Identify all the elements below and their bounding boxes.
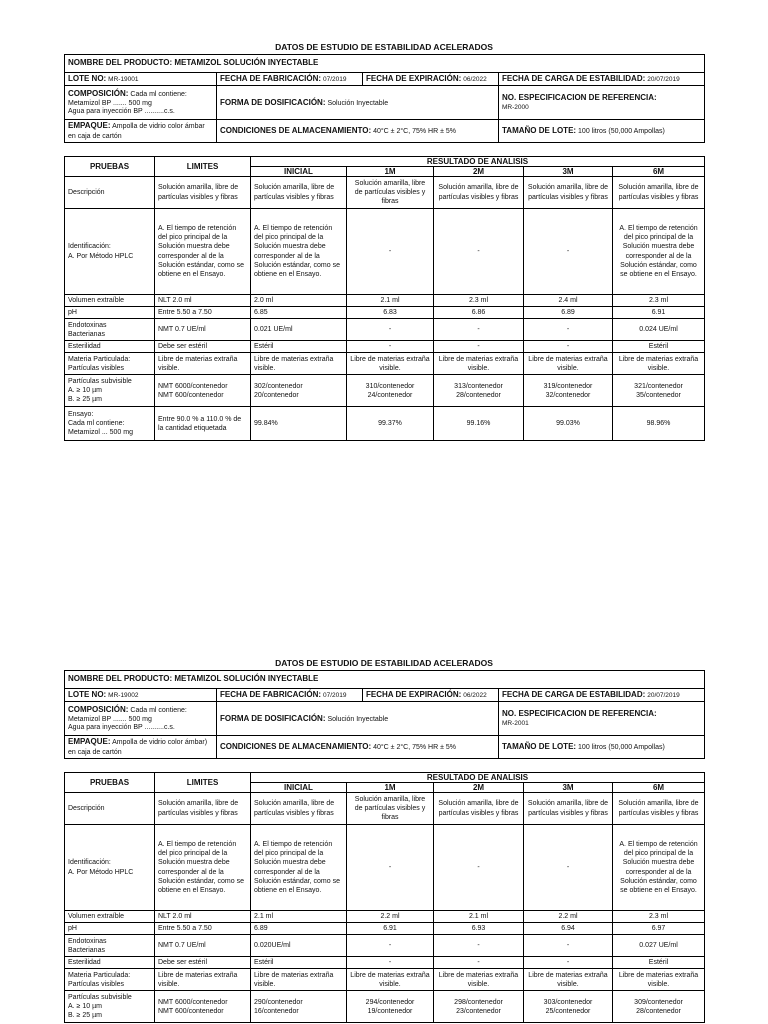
expiration-date-cell: FECHA DE EXPIRACIÓN: 06/2022 [363, 73, 499, 86]
table-row: Esterilidad Debe ser estéril Estéril - - - Estéril [65, 341, 705, 353]
col-inicial: INICIAL [251, 783, 347, 793]
table-row: Identificación: A. Por Método HPLC A. El tiempo de retención del pico principal de la Solución muestra debe corresponder al de la Solución estándar, como se obtiene en el Ensayo. A. El tiempo de retención del pico principal de la Solución muestra debe corresponder al de la Solución estándar, como se obtiene en el Ensayo. - - - A. El tiempo de retención del pico principal de la Solución muestra debe corresponder al de la Solución estándar, como se obtiene en el Ensayo. [65, 825, 705, 911]
composition-cell: COMPOSICIÓN: Cada ml contiene: Metamizol BP ....... 500 mg Agua para inyección BP ..........c.s. [65, 86, 217, 120]
col-6m: 6M [613, 783, 705, 793]
col-pruebas: PRUEBAS [65, 157, 155, 177]
col-6m: 6M [613, 167, 705, 177]
col-1m: 1M [347, 783, 434, 793]
table-row: Partículas subvisible A. ≥ 10 µm B. ≥ 25 µm NMT 6000/contenedor NMT 600/contenedor 302/contenedor 20/contenedor 310/contenedor 24/contenedor 313/contenedor 28/contenedor 319/contenedor 32/contenedor 321/contenedor 35/contenedor [65, 375, 705, 407]
table-row: Endotoxinas Bacterianas NMT 0.7 UE/ml 0.021 UE/ml - - - 0.024 UE/ml [65, 319, 705, 341]
dosage-form-cell: FORMA DE DOSIFICACIÓN: Solución Inyectable [217, 702, 499, 736]
stability-load-date-cell: FECHA DE CARGA DE ESTABILIDAD: 20/07/2019 [499, 689, 705, 702]
col-3m: 3M [524, 783, 613, 793]
table-row: Materia Particulada: Partículas visibles Libre de materias extraña visible. Libre de materias extraña visible. Libre de materias extraña visible. Libre de materias extraña visible. Libre de materias extraña visible. Libre de materias extraña visible. [65, 353, 705, 375]
col-inicial: INICIAL [251, 167, 347, 177]
product-info-table [64, 54, 705, 143]
table-row: Ensayo: Cada ml contiene: Metamizol ... 500 mg Entre 90.0 % a 110.0 % de la cantidad etiquetada 99.84% 99.37% 99.16% 99.03% 98.96% [65, 407, 705, 441]
lot-size-cell: TAMAÑO DE LOTE: 100 litros (50,000 Ampollas) [499, 120, 705, 142]
col-limites: LIMITES [155, 157, 251, 177]
reference-spec-cell: NO. ESPECIFICACION DE REFERENCIA: MR-2000 [499, 86, 705, 120]
table-row: Partículas subvisible A. ≥ 10 µm B. ≥ 25 µm NMT 6000/contenedor NMT 600/contenedor 290/contenedor 16/contenedor 294/contenedor 19/contenedor 298/contenedor 23/contenedor 303/contenedor 25/contenedor 309/contenedor 28/contenedor [65, 991, 705, 1023]
table-row: pH Entre 5.50 a 7.50 6.85 6.83 6.86 6.89 6.91 [65, 307, 705, 319]
table-row: Descripción Solución amarilla, libre de partículas visibles y fibras Solución amarilla, libre de partículas visibles y fibras Solución amarilla, libre de partículas visibles y fibras Solución amarilla, libre de partículas visibles y fibras Solución amarilla, libre de partículas visibles y fibras Solución amarilla, libre de partículas visibles y fibras [65, 793, 705, 825]
packaging-cell: EMPAQUE: Ampolla de vidrio color ámbar en caja de cartón [65, 120, 217, 142]
col-3m: 3M [524, 167, 613, 177]
composition-cell: COMPOSICIÓN: Cada ml contiene: Metamizol BP ....... 500 mg Agua para inyección BP ..........c.s. [65, 702, 217, 736]
table-row: Volumen extraíble NLT 2.0 ml 2.1 ml 2.2 ml 2.1 ml 2.2 ml 2.3 ml [65, 911, 705, 923]
table-row: Descripción Solución amarilla, libre de partículas visibles y fibras Solución amarilla, libre de partículas visibles y fibras Solución amarilla, libre de partículas visibles y fibras Solución amarilla, libre de partículas visibles y fibras Solución amarilla, libre de partículas visibles y fibras Solución amarilla, libre de partículas visibles y fibras [65, 177, 705, 209]
expiration-date-cell: FECHA DE EXPIRACIÓN: 06/2022 [363, 689, 499, 702]
packaging-cell: EMPAQUE: Ampolla de vidrio color ámbar) en caja de cartón [65, 736, 217, 758]
storage-conditions-cell: CONDICIONES DE ALMACENAMIENTO: 40°C ± 2°C, 75% HR ± 5% [217, 120, 499, 142]
table-row: Volumen extraíble NLT 2.0 ml 2.0 ml 2.1 ml 2.3 ml 2.4 ml 2.3 ml [65, 295, 705, 307]
col-resultado: RESULTADO DE ANALISIS [251, 773, 705, 783]
results-table-2 [64, 772, 705, 1023]
col-2m: 2M [434, 167, 524, 177]
lot-number: MR-19001 [108, 76, 139, 83]
lot-number-cell: LOTE NO: MR-19002 [65, 689, 217, 702]
document-title-2: DATOS DE ESTUDIO DE ESTABILIDAD ACELERADOS [275, 658, 493, 668]
fabrication-date-cell: FECHA DE FABRICACIÓN: 07/2019 [217, 73, 363, 86]
table-row: Identificación: A. Por Método HPLC A. El tiempo de retención del pico principal de la Solución muestra debe corresponder al de la Solución estándar, como se obtiene en el Ensayo. A. El tiempo de retención del pico principal de la Solución muestra debe corresponder al de la Solución estándar, como se obtiene en el Ensayo. - - - A. El tiempo de retención del pico principal de la Solución muestra debe corresponder al de la Solución estándar, como se obtiene en el Ensayo. [65, 209, 705, 295]
stability-load-date-cell: FECHA DE CARGA DE ESTABILIDAD: 20/07/2019 [499, 73, 705, 86]
lot-size-cell: TAMAÑO DE LOTE: 100 litros (50,000 Ampollas) [499, 736, 705, 758]
col-1m: 1M [347, 167, 434, 177]
dosage-form-cell: FORMA DE DOSIFICACIÓN: Solución Inyectable [217, 86, 499, 120]
table-row: Materia Particulada: Partículas visibles Libre de materias extraña visible. Libre de materias extraña visible. Libre de materias extraña visible. Libre de materias extraña visible. Libre de materias extraña visible. Libre de materias extraña visible. [65, 969, 705, 991]
fabrication-date-cell: FECHA DE FABRICACIÓN: 07/2019 [217, 689, 363, 702]
table-row: pH Entre 5.50 a 7.50 6.89 6.91 6.93 6.94 6.97 [65, 923, 705, 935]
table-row: Esterilidad Debe ser estéril Estéril - - - Estéril [65, 957, 705, 969]
results-table [64, 156, 705, 441]
product-name: NOMBRE DEL PRODUCTO: METAMIZOL SOLUCIÓN INYECTABLE [65, 55, 705, 73]
col-limites: LIMITES [155, 773, 251, 793]
document-title: DATOS DE ESTUDIO DE ESTABILIDAD ACELERADOS [275, 42, 493, 52]
storage-conditions-cell: CONDICIONES DE ALMACENAMIENTO: 40°C ± 2°C, 75% HR ± 5% [217, 736, 499, 758]
lot-number: MR-19002 [108, 692, 139, 699]
col-pruebas: PRUEBAS [65, 773, 155, 793]
col-resultado: RESULTADO DE ANALISIS [251, 157, 705, 167]
reference-spec-cell: NO. ESPECIFICACION DE REFERENCIA: MR-2001 [499, 702, 705, 736]
col-2m: 2M [434, 783, 524, 793]
product-name: NOMBRE DEL PRODUCTO: METAMIZOL SOLUCIÓN INYECTABLE [65, 671, 705, 689]
product-info-table-2 [64, 670, 705, 759]
lot-number-cell: LOTE NO: MR-19001 [65, 73, 217, 86]
table-row: Endotoxinas Bacterianas NMT 0.7 UE/ml 0.020UE/ml - - - 0.027 UE/ml [65, 935, 705, 957]
